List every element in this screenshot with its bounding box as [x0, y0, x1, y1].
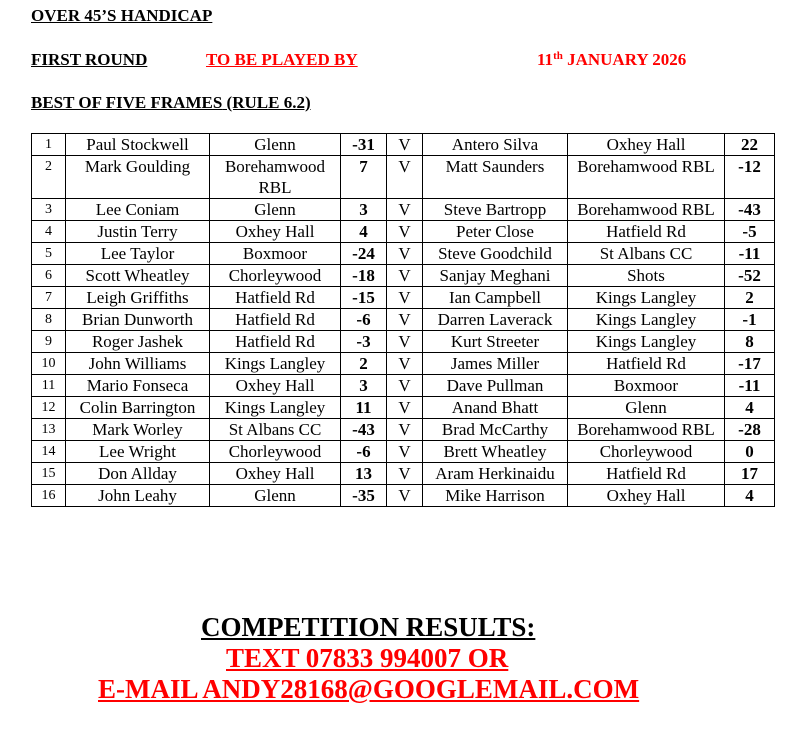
home-club: Oxhey Hall — [210, 375, 341, 397]
away-player: Matt Saunders — [423, 156, 568, 199]
match-row — [32, 397, 775, 419]
away-handicap: -1 — [725, 309, 775, 331]
match-row — [32, 419, 775, 441]
home-club: Hatfield Rd — [210, 331, 341, 353]
match-row — [32, 199, 775, 221]
match-number: 3 — [32, 199, 66, 221]
home-club: Chorleywood — [210, 265, 341, 287]
away-handicap: 8 — [725, 331, 775, 353]
home-player: Brian Dunworth — [66, 309, 210, 331]
away-player: Antero Silva — [423, 134, 568, 156]
versus-label: V — [387, 199, 423, 221]
home-player: Lee Coniam — [66, 199, 210, 221]
versus-label: V — [387, 156, 423, 199]
away-club: Oxhey Hall — [568, 485, 725, 507]
home-handicap: -24 — [341, 243, 387, 265]
home-handicap: -31 — [341, 134, 387, 156]
home-club: Chorleywood — [210, 441, 341, 463]
away-player: Peter Close — [423, 221, 568, 243]
versus-label: V — [387, 463, 423, 485]
away-handicap: -12 — [725, 156, 775, 199]
home-handicap: 2 — [341, 353, 387, 375]
versus-label: V — [387, 265, 423, 287]
match-number: 2 — [32, 156, 66, 199]
away-player: Aram Herkinaidu — [423, 463, 568, 485]
home-handicap: -6 — [341, 441, 387, 463]
away-player: Dave Pullman — [423, 375, 568, 397]
home-club: St Albans CC — [210, 419, 341, 441]
match-row — [32, 156, 775, 199]
home-club: Oxhey Hall — [210, 463, 341, 485]
results-email-line: E-MAIL ANDY28168@GOOGLEMAIL.COM — [98, 674, 640, 704]
home-handicap: -15 — [341, 287, 387, 309]
home-club: Hatfield Rd — [210, 309, 341, 331]
home-player: John Williams — [66, 353, 210, 375]
home-handicap: -3 — [341, 331, 387, 353]
away-handicap: 4 — [725, 397, 775, 419]
home-player: Leigh Griffiths — [66, 287, 210, 309]
away-handicap: 17 — [725, 463, 775, 485]
away-handicap: 2 — [725, 287, 775, 309]
away-handicap: 0 — [725, 441, 775, 463]
match-row — [32, 265, 775, 287]
rule-reference: (RULE 6.2) — [222, 93, 311, 112]
match-number: 5 — [32, 243, 66, 265]
home-club: Oxhey Hall — [210, 221, 341, 243]
away-club: Chorleywood — [568, 441, 725, 463]
match-row — [32, 287, 775, 309]
versus-label: V — [387, 419, 423, 441]
deadline-date — [537, 50, 686, 70]
home-player: Justin Terry — [66, 221, 210, 243]
home-club: Glenn — [210, 134, 341, 156]
away-player: Sanjay Meghani — [423, 265, 568, 287]
home-player: Don Allday — [66, 463, 210, 485]
away-player: Steve Bartropp — [423, 199, 568, 221]
home-handicap: -18 — [341, 265, 387, 287]
away-club: Boxmoor — [568, 375, 725, 397]
away-club: Hatfield Rd — [568, 353, 725, 375]
versus-label: V — [387, 309, 423, 331]
home-club: Kings Langley — [210, 397, 341, 419]
versus-label: V — [387, 221, 423, 243]
home-player: Mark Worley — [66, 419, 210, 441]
results-text-line: TEXT 07833 994007 OR — [226, 643, 509, 673]
page-title: OVER 45’S HANDICAP — [31, 6, 213, 25]
match-number: 12 — [32, 397, 66, 419]
away-player: James Miller — [423, 353, 568, 375]
home-handicap: -6 — [341, 309, 387, 331]
away-player: Steve Goodchild — [423, 243, 568, 265]
match-number: 13 — [32, 419, 66, 441]
match-row — [32, 463, 775, 485]
match-row — [32, 441, 775, 463]
draw-table — [31, 133, 775, 507]
away-player: Ian Campbell — [423, 287, 568, 309]
home-player: Mario Fonseca — [66, 375, 210, 397]
date-suffix: th — [553, 50, 563, 62]
away-club: Borehamwood RBL — [568, 199, 725, 221]
away-handicap: -17 — [725, 353, 775, 375]
results-heading: COMPETITION RESULTS: — [201, 612, 536, 642]
match-number: 8 — [32, 309, 66, 331]
match-row — [32, 134, 775, 156]
home-club: Kings Langley — [210, 353, 341, 375]
match-format — [31, 93, 311, 113]
date-day: 11 — [537, 50, 554, 69]
match-row — [32, 331, 775, 353]
match-number: 15 — [32, 463, 66, 485]
home-handicap: 4 — [341, 221, 387, 243]
home-player: John Leahy — [66, 485, 210, 507]
home-handicap: -35 — [341, 485, 387, 507]
away-club: Shots — [568, 265, 725, 287]
home-club: Boxmoor — [210, 243, 341, 265]
away-club: Borehamwood RBL — [568, 156, 725, 199]
home-handicap: 7 — [341, 156, 387, 199]
away-handicap: 4 — [725, 485, 775, 507]
versus-label: V — [387, 287, 423, 309]
home-handicap: 13 — [341, 463, 387, 485]
home-player: Mark Goulding — [66, 156, 210, 199]
home-player: Colin Barrington — [66, 397, 210, 419]
away-club: Kings Langley — [568, 331, 725, 353]
match-number: 6 — [32, 265, 66, 287]
home-club: Glenn — [210, 199, 341, 221]
match-number: 7 — [32, 287, 66, 309]
match-number: 14 — [32, 441, 66, 463]
home-handicap: 3 — [341, 199, 387, 221]
away-player: Darren Laverack — [423, 309, 568, 331]
home-player: Paul Stockwell — [66, 134, 210, 156]
versus-label: V — [387, 375, 423, 397]
match-number: 9 — [32, 331, 66, 353]
match-row — [32, 485, 775, 507]
away-handicap: -5 — [725, 221, 775, 243]
away-club: Hatfield Rd — [568, 221, 725, 243]
match-number: 11 — [32, 375, 66, 397]
away-handicap: -52 — [725, 265, 775, 287]
versus-label: V — [387, 134, 423, 156]
versus-label: V — [387, 441, 423, 463]
away-handicap: 22 — [725, 134, 775, 156]
played-by-label: TO BE PLAYED BY — [206, 50, 358, 69]
round-label: FIRST ROUND — [31, 50, 148, 69]
home-handicap: 11 — [341, 397, 387, 419]
away-club: Kings Langley — [568, 287, 725, 309]
match-number: 10 — [32, 353, 66, 375]
away-club: Oxhey Hall — [568, 134, 725, 156]
home-player: Lee Taylor — [66, 243, 210, 265]
away-player: Mike Harrison — [423, 485, 568, 507]
away-handicap: -11 — [725, 243, 775, 265]
home-club: Glenn — [210, 485, 341, 507]
away-player: Anand Bhatt — [423, 397, 568, 419]
match-number: 1 — [32, 134, 66, 156]
versus-label: V — [387, 331, 423, 353]
date-month-year: JANUARY 2026 — [562, 50, 687, 69]
match-row — [32, 243, 775, 265]
versus-label: V — [387, 397, 423, 419]
home-player: Lee Wright — [66, 441, 210, 463]
away-club: St Albans CC — [568, 243, 725, 265]
away-club: Kings Langley — [568, 309, 725, 331]
match-row — [32, 353, 775, 375]
away-handicap: -11 — [725, 375, 775, 397]
versus-label: V — [387, 353, 423, 375]
match-row — [32, 375, 775, 397]
home-handicap: 3 — [341, 375, 387, 397]
match-number: 4 — [32, 221, 66, 243]
versus-label: V — [387, 243, 423, 265]
format-label: BEST OF FIVE FRAMES — [31, 93, 223, 112]
home-player: Roger Jashek — [66, 331, 210, 353]
home-handicap: -43 — [341, 419, 387, 441]
match-number: 16 — [32, 485, 66, 507]
away-club: Glenn — [568, 397, 725, 419]
away-player: Brett Wheatley — [423, 441, 568, 463]
away-club: Borehamwood RBL — [568, 419, 725, 441]
home-player: Scott Wheatley — [66, 265, 210, 287]
versus-label: V — [387, 485, 423, 507]
match-row — [32, 221, 775, 243]
home-club: Hatfield Rd — [210, 287, 341, 309]
away-handicap: -43 — [725, 199, 775, 221]
away-club: Hatfield Rd — [568, 463, 725, 485]
match-row — [32, 309, 775, 331]
away-player: Kurt Streeter — [423, 331, 568, 353]
away-handicap: -28 — [725, 419, 775, 441]
away-player: Brad McCarthy — [423, 419, 568, 441]
home-club: Borehamwood RBL — [210, 156, 341, 199]
